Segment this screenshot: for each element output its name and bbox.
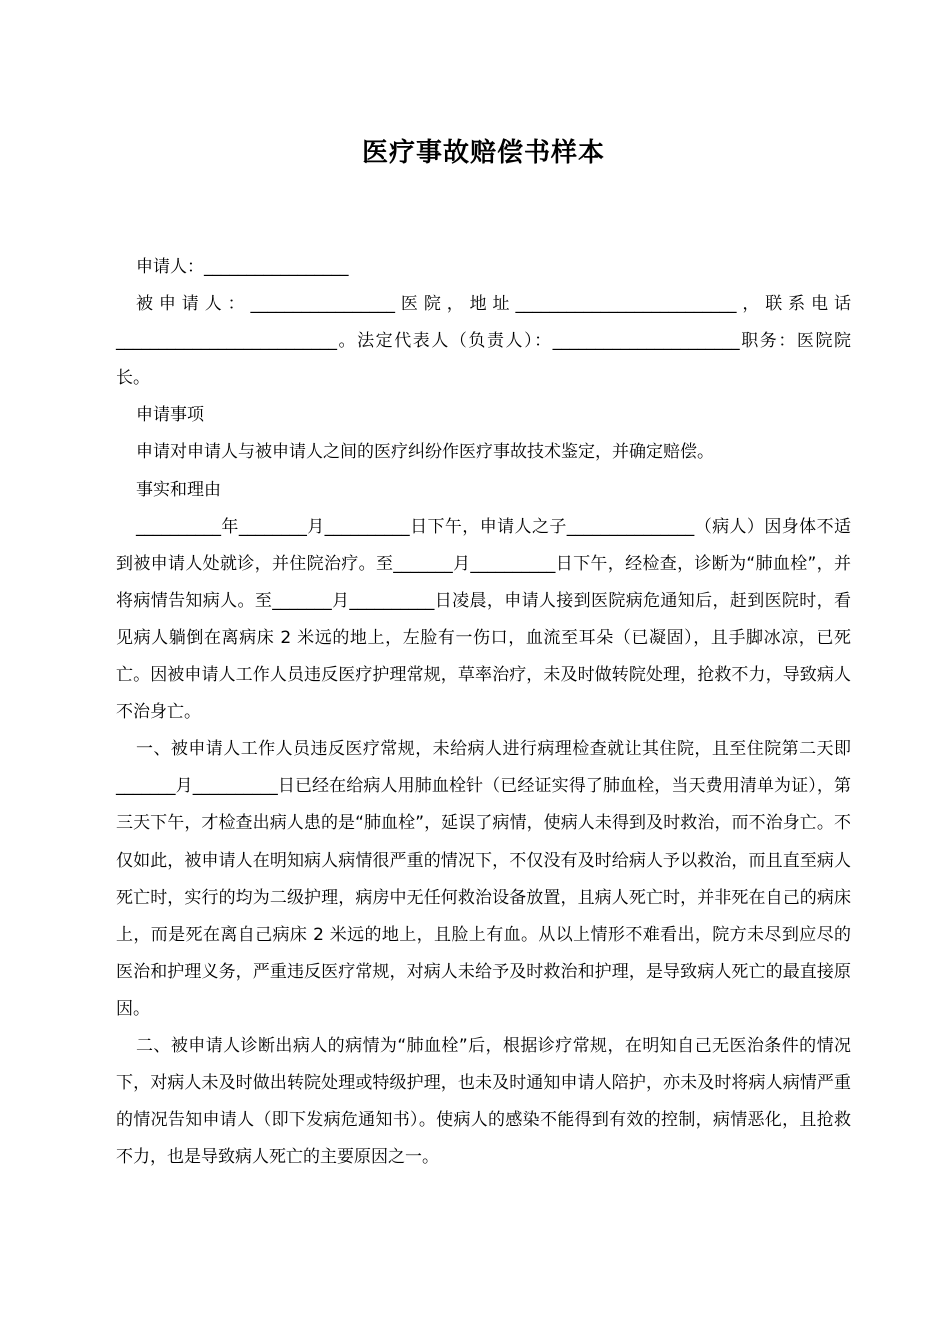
reason-paragraph-1: 一、被申请人工作人员违反医疗常规，未给病人进行病理检查就让其住院，且至住院第二天即_______月__________日已经在给病人用肺血栓针（已经证实得了肺血栓，当天费用清单为证），第三天下午，才检查出病人患的是“肺血栓”，延误了病情，使病人未得到及时救治，而不治身亡。不仅如此，被申请人在明知病人病情很严重的情况下，不仅没有及时给病人予以救治，而且直至病人死亡时，实行的均为二级护理，病房中无任何救治设备放置，且病人死亡时，并非死在自己的病床上，而是死在离自己病床 2 米远的地上，且脸上有血。从以上情形不难看出，院方未尽到应尽的医治和护理义务，严重违反医疗常规，对病人未给予及时救治和护理，是导致病人死亡的最直接原因。 [116, 739, 851, 1019]
section-heading-request: 申请事项 [136, 405, 204, 426]
document-body [116, 249, 851, 1176]
applicant-line: 申请人：_________________ [136, 257, 349, 277]
section-heading-facts: 事实和理由 [136, 479, 221, 500]
request-paragraph: 申请对申请人与被申请人之间的医疗纠纷作医疗事故技术鉴定，并确定赔偿。 [136, 442, 714, 463]
document-title: 医疗事故赔偿书样本 [361, 138, 605, 168]
reason-paragraph-2: 二、被申请人诊断出病人的病情为“肺血栓”后，根据诊疗常规，在明知自己无医治条件的情况下，对病人未及时做出转院处理或特级护理，也未及时通知申请人陪护，亦未及时将病人病情严重的情况告知申请人（即下发病危通知书）。使病人的感染不能得到有效的控制，病情恶化，且抢救不力，也是导致病人死亡的主要原因之一。 [116, 1035, 851, 1168]
respondent-paragraph: 被申请人：_________________医院，地址__________________________，联系电话__________________________。法定代表人（负责人）：______________________职务：医院院长。 [116, 294, 851, 389]
facts-paragraph: __________年________月__________日下午，申请人之子_______________（病人）因身体不适到被申请人处就诊，并住院治疗。至_______月__________日下午，经检查，诊断为“肺血栓”，并将病情告知病人。至_______月__________日凌晨，申请人接到医院病危通知后，赶到医院时，看见病人躺倒在离病床 2 米远的地上，左脸有一伤口，血流至耳朵（已凝固），且手脚冰凉，已死亡。因被申请人工作人员违反医疗护理常规，草率治疗，未及时做转院处理，抢救不力，导致病人不治身亡。 [116, 516, 851, 723]
